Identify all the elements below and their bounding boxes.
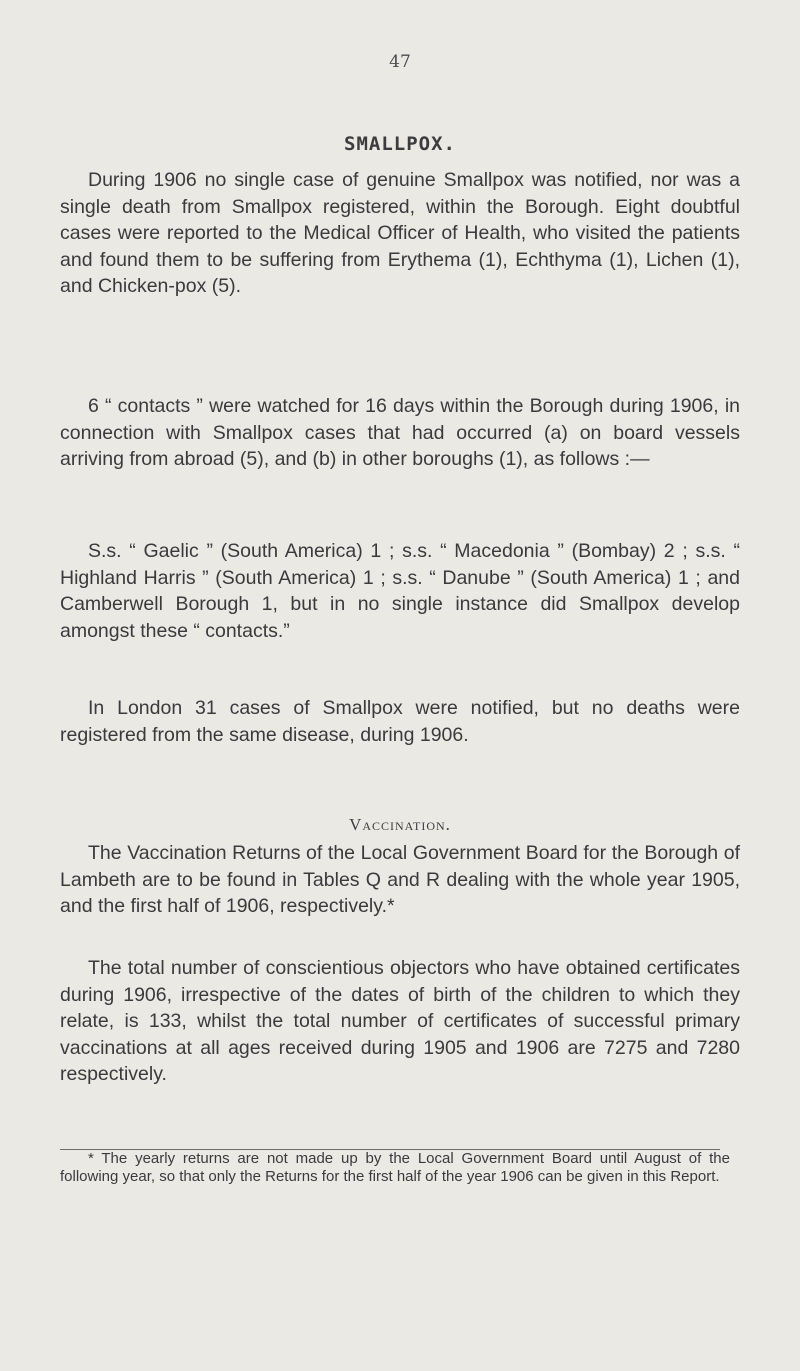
footnote: * The yearly returns are not made up by the Local Government Board until August of the following year, so that only the Returns for the first half of the year 1906 can be given in this Report.	[60, 1150, 730, 1185]
paragraph-london: In London 31 cases of Smallpox were notified, but no deaths were registered from the same disease, during 1906.	[60, 697, 740, 746]
paragraph-vessels: S.s. “ Gaelic ” (South America) 1 ; s.s. “ Macedonia ” (Bombay) 2 ; s.s. “ Highland Harris ” (South America) 1 ; s.s. “ Danube ” (South America) 1 ; and Camberwell Borough 1, but in no single instance did Smallpox develop amongst these “ contacts.”	[60, 540, 740, 642]
paragraph-vaccination-returns: The Vaccination Returns of the Local Government Board for the Borough of Lambeth are to be found in Tables Q and R dealing with the whole year 1905, and the first half of 1906, respectively.*	[60, 842, 740, 917]
paragraph-contacts: 6 “ contacts ” were watched for 16 days within the Borough during 1906, in connection with Smallpox cases that had occurred (a) on board vessels arriving from abroad (5), and (b) in other boroughs (1), as follows :—	[60, 395, 740, 470]
section-title: SMALLPOX.	[344, 133, 456, 155]
paragraph-objectors: The total number of conscientious objectors who have obtained certificates during 1906, irrespective of the dates of birth of the children to which they relate, is 133, whilst the total number of certificates of successful primary vaccinations at all ages received during 1905 and 1906 are 7275 and 7280 respectively.	[60, 957, 740, 1085]
paragraph-smallpox-cases: During 1906 no single case of genuine Smallpox was notified, nor was a single death from Smallpox registered, within the Borough. Eight doubtful cases were reported to the Medical Officer of Health, who visited the patients and found them to be suffering from Erythema (1), Echthyma (1), Lichen (1), and Chicken-pox (5).	[60, 169, 740, 297]
subheading-vaccination: Vaccination.	[349, 815, 451, 834]
page-number: 47	[389, 52, 411, 72]
